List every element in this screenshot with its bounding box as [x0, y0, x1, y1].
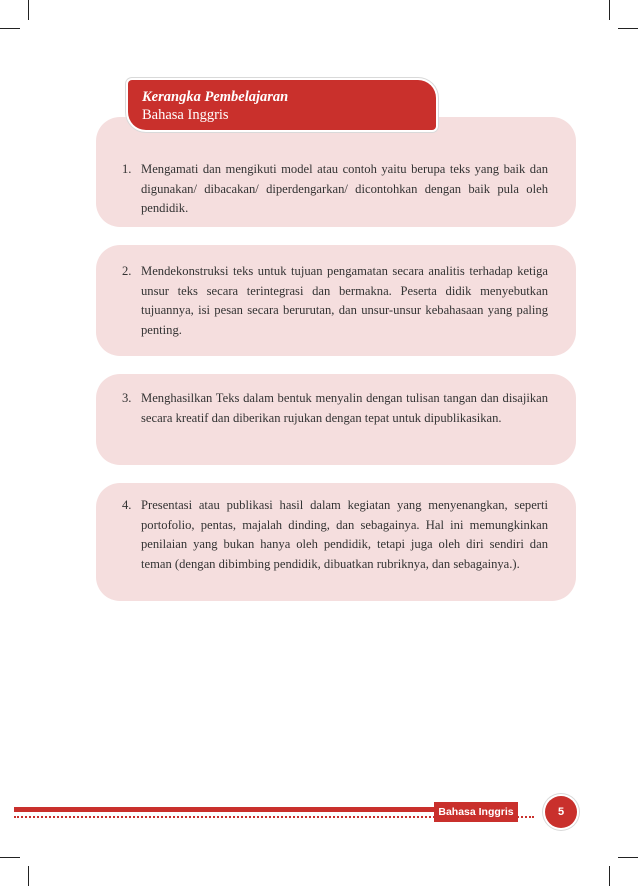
section-title: Kerangka Pembelajaran [142, 89, 289, 105]
crop-mark [28, 866, 29, 886]
item-text: Mendekonstruksi teks untuk tujuan pengamatan secara analitis terhadap ketiga unsur teks secara terintegrasi dan bermakna. Peserta didik menyebutkan tujuannya, isi pesan secara berurutan, dan unsur-unsur kebahasaan yang paling penting. [141, 264, 548, 337]
item-number: 1. [122, 162, 132, 176]
crop-mark [28, 0, 29, 20]
item-text: Menghasilkan Teks dalam bentuk menyalin dengan tulisan tangan dan disajikan secara kreatif dan diberikan rujukan dengan tepat untuk dipublikasikan. [141, 391, 548, 425]
list-item [96, 245, 576, 356]
crop-mark [0, 857, 20, 858]
section-header [128, 80, 436, 130]
section-subtitle: Bahasa Inggris [142, 107, 229, 123]
item-number: 2. [122, 264, 132, 278]
list-item [96, 483, 576, 601]
footer-rule [14, 807, 437, 812]
crop-mark [609, 866, 610, 886]
crop-mark [0, 28, 20, 29]
item-number: 3. [122, 391, 132, 405]
crop-mark [618, 28, 638, 29]
list-item [96, 374, 576, 465]
item-text: Presentasi atau publikasi hasil dalam kegiatan yang menyenangkan, seperti portofolio, pentas, majalah dinding, dan sebagainya. Hal ini memungkinkan penilaian yang bukan hanya oleh pendidik, tetapi juga oleh diri sendiri dan teman (dengan dibimbing pendidik, dibuatkan rubriknya, dan sebagainya.). [141, 498, 548, 571]
item-text: Mengamati dan mengikuti model atau contoh yaitu berupa teks yang baik dan digunakan/ dibacakan/ diperdengarkan/ dicontohkan dengan baik pula oleh pendidik. [141, 162, 548, 215]
crop-mark [609, 0, 610, 20]
crop-mark [618, 857, 638, 858]
list-item [96, 117, 576, 227]
item-number: 4. [122, 498, 132, 512]
footer-book-title: Bahasa Inggris [434, 802, 518, 822]
page-number: 5 [545, 796, 577, 828]
